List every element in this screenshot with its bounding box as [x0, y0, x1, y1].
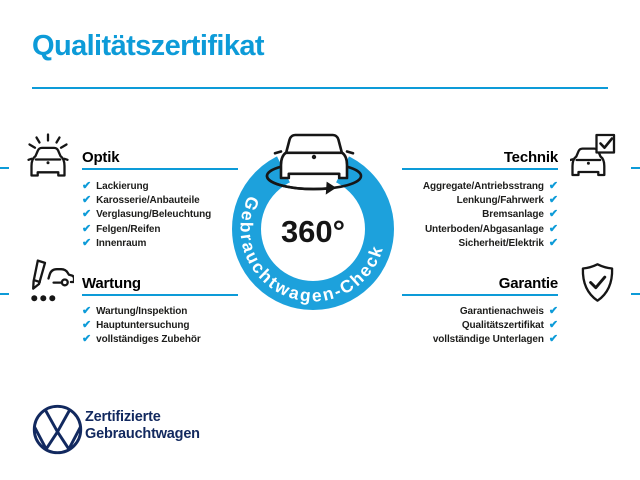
list-item-label: vollständige Unterlagen [432, 334, 544, 346]
list-item [423, 236, 558, 250]
list-item-label: Garantienachweis [459, 305, 544, 317]
list-item-label: Qualitätszertifikat [461, 319, 544, 331]
list-item [423, 179, 558, 193]
edge-dash [631, 167, 640, 169]
check-icon: ✔ [82, 222, 92, 235]
shield-check-icon [579, 262, 616, 306]
list-item [82, 304, 201, 318]
edge-dash [631, 293, 640, 295]
list-item [82, 236, 211, 250]
check-icon: ✔ [82, 179, 92, 192]
check-icon: ✔ [548, 318, 558, 331]
list-item-label: Felgen/Reifen [96, 223, 161, 235]
list-item-label: Lackierung [96, 180, 149, 192]
list-item-label: Wartung/Inspektion [96, 305, 188, 317]
list-item [423, 208, 558, 222]
list-item [82, 222, 211, 236]
check-icon: ✔ [548, 236, 558, 249]
check-icon: ✔ [548, 222, 558, 235]
check-icon: ✔ [82, 193, 92, 206]
list-item-label: Lenkung/Fahrwerk [456, 194, 544, 206]
check-icon: ✔ [82, 208, 92, 221]
list-item [433, 318, 558, 332]
edge-dash [0, 167, 9, 169]
list-item [82, 193, 211, 207]
service-checklist-icon [28, 259, 74, 304]
brand-claim [85, 409, 200, 443]
check-icon: ✔ [548, 304, 558, 317]
section-label-technik: Technik [503, 149, 558, 166]
section-label-garantie: Garantie [498, 275, 558, 292]
title-divider [32, 87, 608, 89]
section-label-optik: Optik [82, 149, 120, 166]
technik-list [423, 179, 558, 250]
degree-label: 360° [280, 214, 346, 249]
list-item [82, 333, 201, 347]
car-checkbox-icon [570, 133, 616, 178]
list-item-label: Hauptuntersuchung [96, 319, 190, 331]
car-shine-icon [27, 133, 69, 179]
list-item [82, 318, 201, 332]
list-item [82, 179, 211, 193]
page-title: Qualitätszertifikat [32, 30, 264, 62]
brand-line-2: Gebrauchtwagen [85, 426, 200, 442]
list-item-label: Sicherheit/Elektrik [458, 237, 544, 249]
list-item-label: Innenraum [96, 237, 147, 249]
list-item [82, 208, 211, 222]
section-label-wartung: Wartung [82, 275, 141, 292]
list-item [433, 304, 558, 318]
garantie-list [433, 304, 558, 347]
list-item [423, 193, 558, 207]
list-item-label: Unterboden/Abgasanlage [424, 223, 544, 235]
check-icon: ✔ [548, 193, 558, 206]
brand-line-1: Zertifizierte [85, 409, 161, 425]
list-item-label: Aggregate/Antriebsstrang [422, 180, 544, 192]
check-icon: ✔ [82, 304, 92, 317]
list-item-label: Karosserie/Anbauteile [96, 194, 200, 206]
section-rule-garantie [402, 294, 558, 296]
ring-label: Gebrauchtwagen-Check [236, 193, 388, 306]
check-icon: ✔ [82, 318, 92, 331]
edge-dash [0, 293, 9, 295]
section-rule-technik [402, 168, 558, 170]
list-item-label: vollständiges Zubehör [96, 334, 201, 346]
optik-list [82, 179, 211, 250]
vw-logo [31, 403, 84, 456]
360-check-badge [213, 106, 413, 316]
check-icon: ✔ [548, 179, 558, 192]
check-icon: ✔ [548, 208, 558, 221]
check-icon: ✔ [82, 236, 92, 249]
check-icon: ✔ [82, 333, 92, 346]
wartung-list [82, 304, 201, 347]
list-item-label: Bremsanlage [482, 209, 544, 221]
list-item-label: Verglasung/Beleuchtung [96, 209, 212, 221]
list-item [423, 222, 558, 236]
list-item [433, 333, 558, 347]
check-icon: ✔ [548, 333, 558, 346]
